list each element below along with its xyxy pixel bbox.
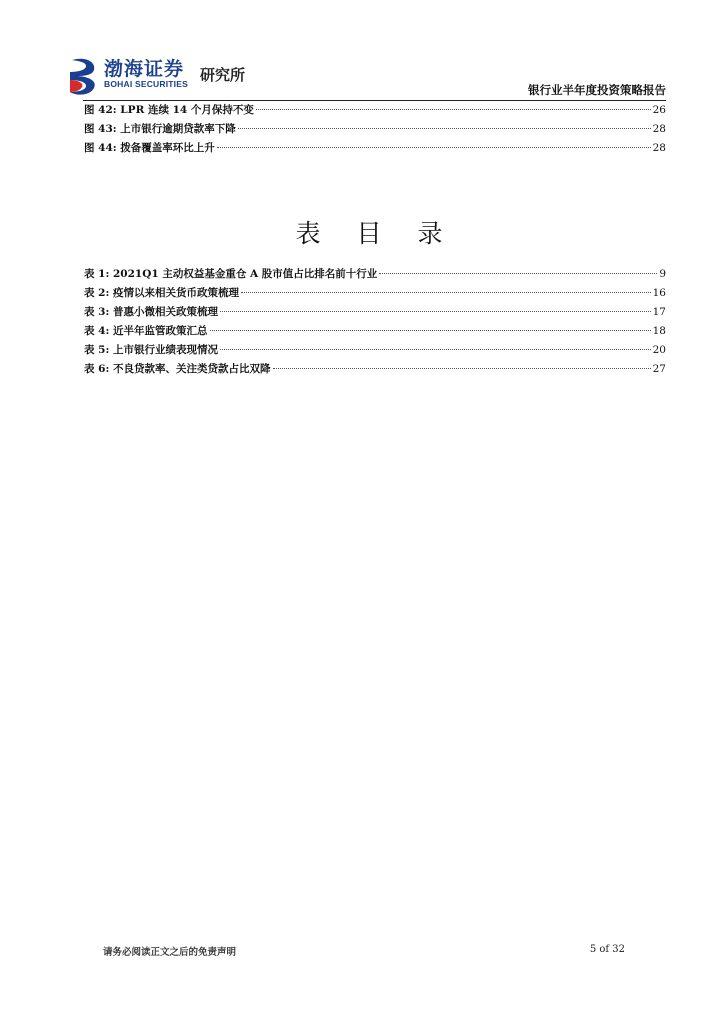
toc-entry-page: 27 [652,363,666,375]
toc-entry-page: 28 [652,123,666,135]
toc-entry-label: 表 1: 2021Q1 主动权益基金重仓 A 股市值占比排名前十行业 [84,268,378,280]
dot-leader [220,311,651,312]
toc-entry-page: 20 [652,344,666,356]
toc-entry-label: 表 4: 近半年监管政策汇总 [84,325,208,337]
toc-entry[interactable] [84,342,666,361]
toc-entry-page: 18 [652,325,666,337]
toc-entry-label: 表 6: 不良贷款率、关注类贷款占比双降 [84,363,271,375]
header-divider [83,100,666,101]
disclaimer-note: 请务必阅读正文之后的免责声明 [103,947,237,958]
toc-entry[interactable] [84,361,666,380]
toc-entry-label: 表 5: 上市银行业绩表现情况 [84,344,218,356]
bohai-logo-icon [66,56,100,96]
toc-entry-label: 图 43: 上市银行逾期贷款率下降 [84,123,236,135]
toc-entry-page: 28 [652,142,666,154]
toc-entry[interactable] [84,304,666,323]
toc-entry-label: 表 3: 普惠小微相关政策梳理 [84,306,218,318]
toc-entry-label: 图 44: 拨备覆盖率环比上升 [84,142,215,154]
table-list [84,266,666,380]
dot-leader [217,147,651,148]
page-header [66,52,666,102]
dot-leader [273,368,651,369]
toc-entry[interactable] [84,323,666,342]
dot-leader [238,128,651,129]
logo-english-name: BOHAI SECURITIES [104,79,188,89]
toc-entry[interactable] [84,140,666,159]
table-list-heading: 表 目 录 [295,219,457,248]
toc-entry-page: 17 [652,306,666,318]
toc-entry[interactable] [84,102,666,121]
toc-entry-label: 表 2: 疫情以来相关货币政策梳理 [84,287,239,299]
page-number: 5 of 32 [589,944,625,955]
toc-entry[interactable] [84,285,666,304]
dot-leader [379,273,657,274]
dot-leader [256,109,651,110]
institute-name: 研究所 [200,66,246,84]
toc-entry-page: 16 [652,287,666,299]
toc-entry[interactable] [84,121,666,140]
logo-chinese-name: 渤海证券 [104,58,185,80]
figure-list [84,102,666,159]
toc-entry-label: 图 42: LPR 连续 14 个月保持不变 [84,104,254,116]
dot-leader [210,330,651,331]
toc-entry[interactable] [84,266,666,285]
toc-entry-page: 26 [652,104,666,116]
toc-entry-page: 9 [659,268,666,280]
report-title: 银行业半年度投资策略报告 [528,83,666,97]
dot-leader [241,292,651,293]
dot-leader [220,349,651,350]
